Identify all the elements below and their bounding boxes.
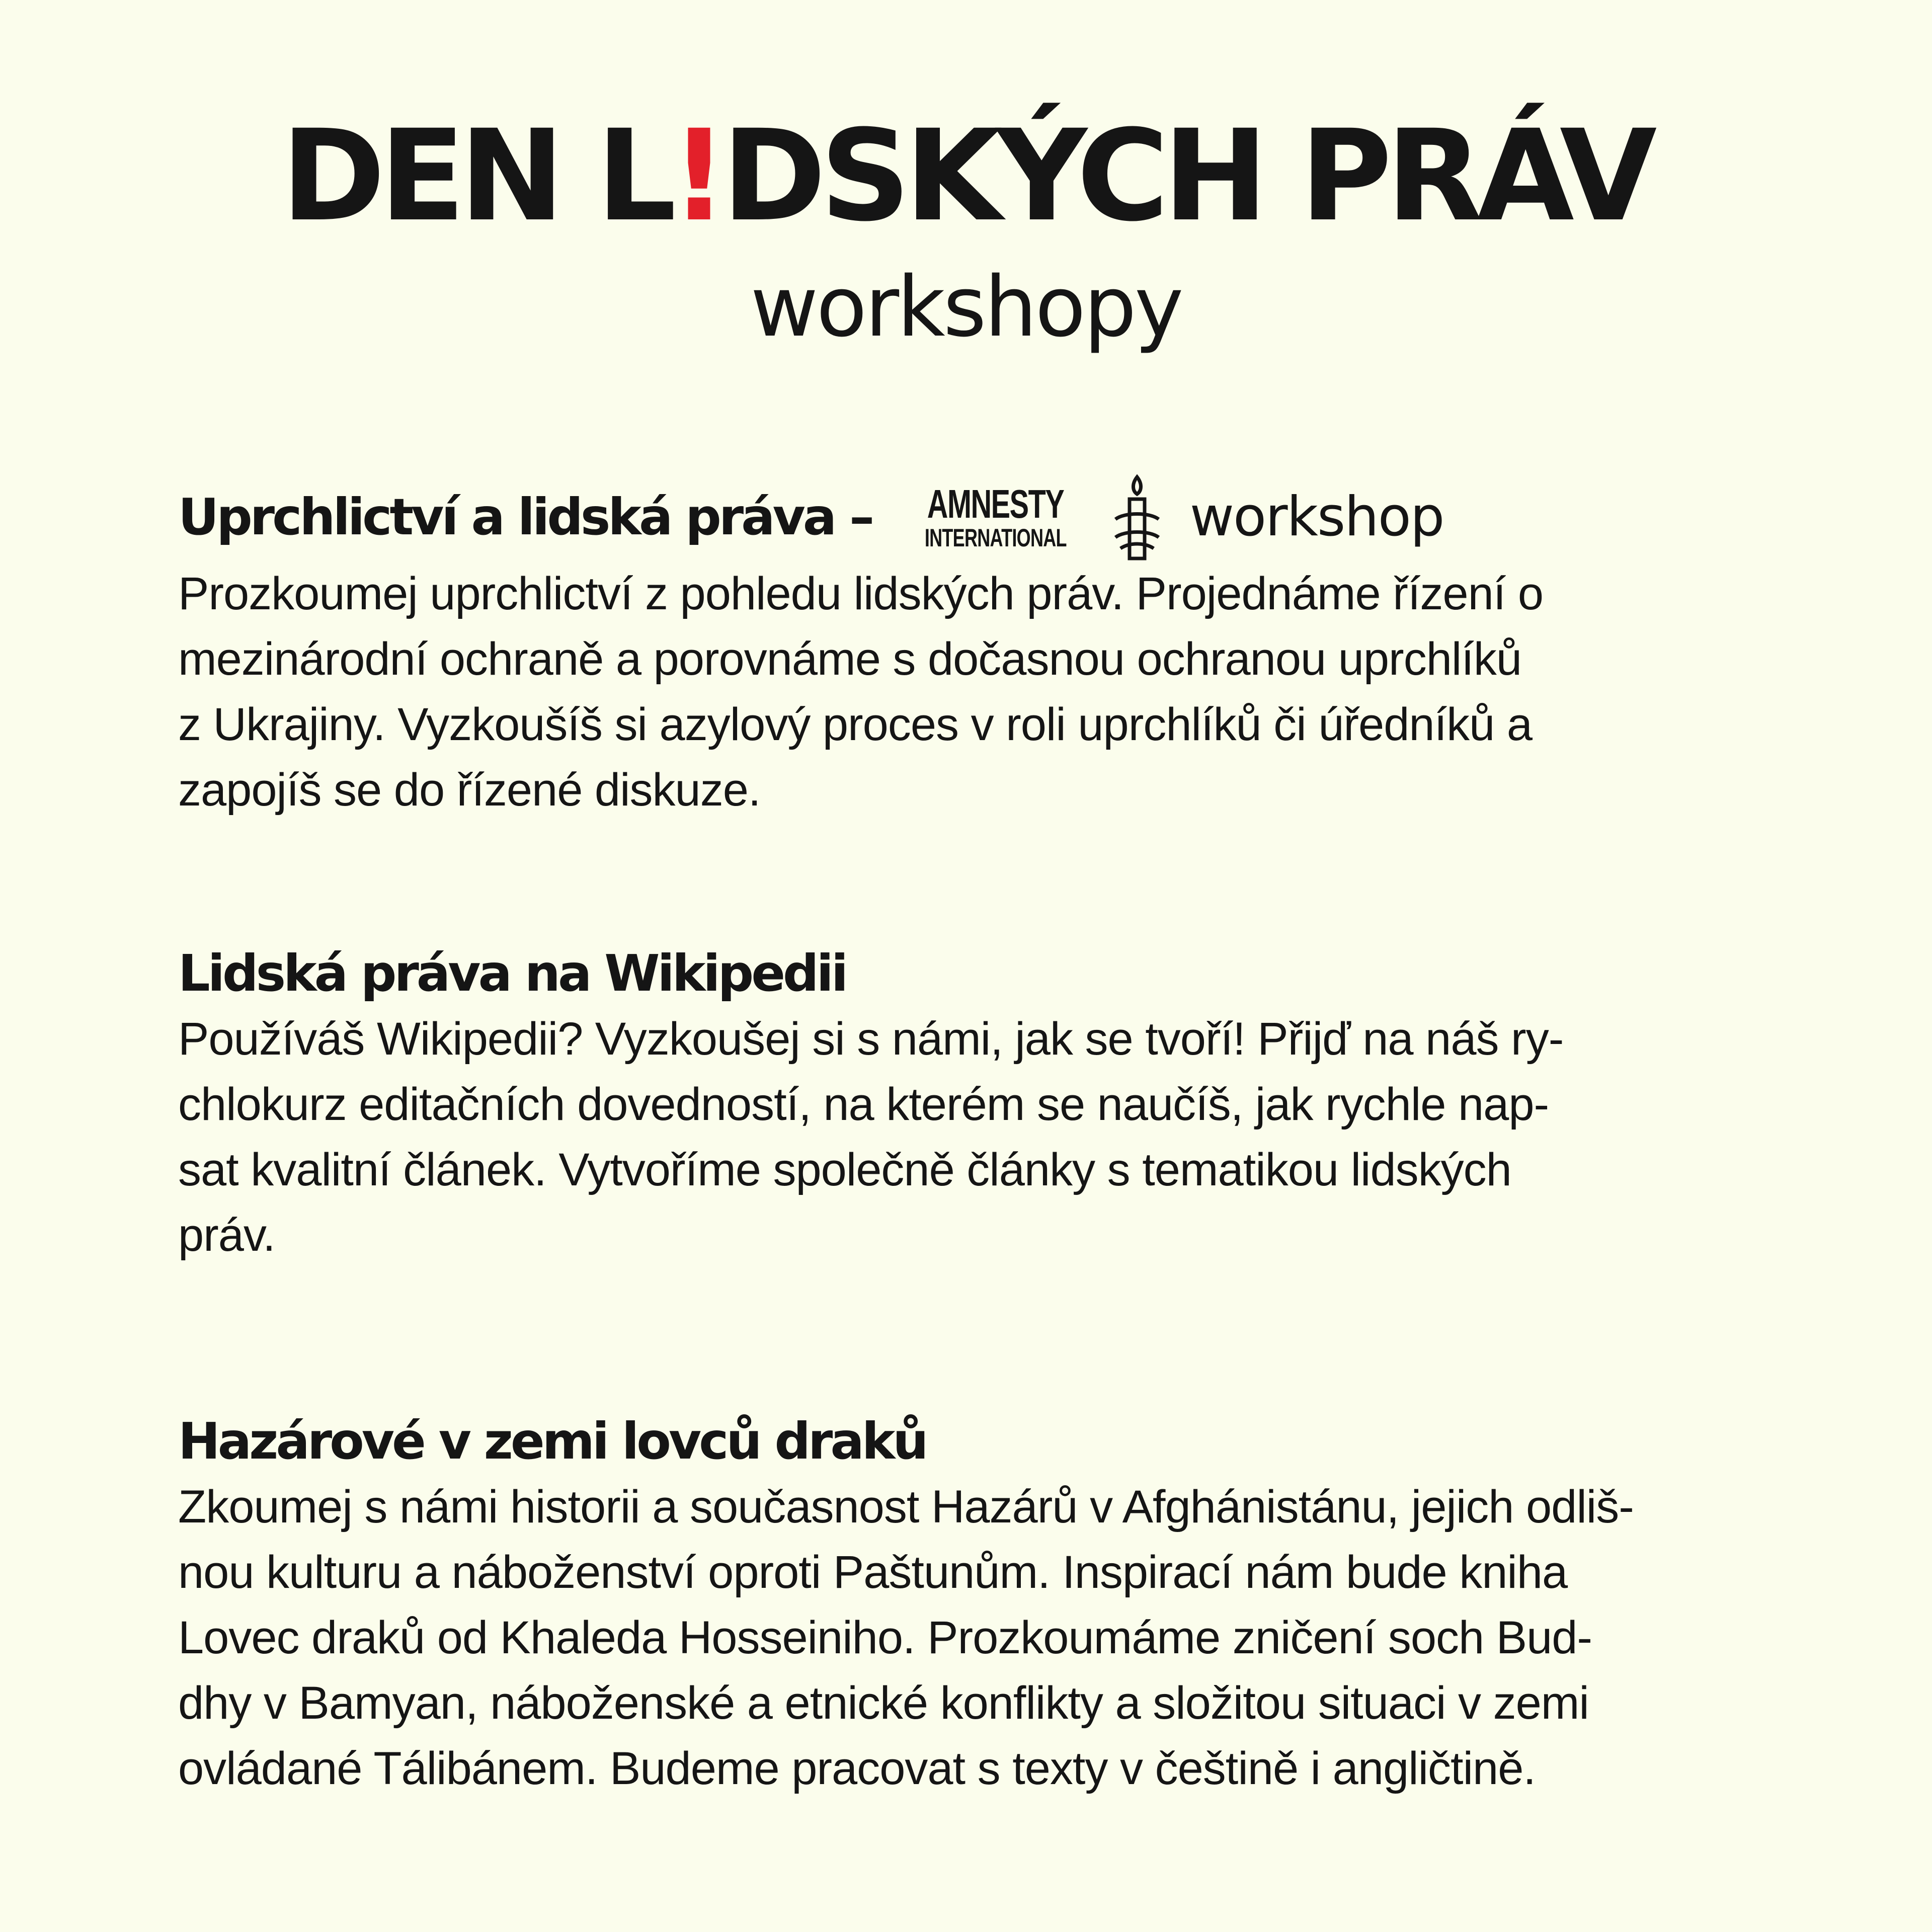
workshop-hazaras-title: Hazárové v zemi lovců draků bbox=[178, 1412, 926, 1471]
description-line: ovládané Tálibánem. Budeme pracovat s texty v češtině i angličtině. bbox=[178, 1743, 1536, 1794]
description-line: Lovec draků od Khaleda Hosseiniho. Prozkoumáme zničení soch Bud- bbox=[178, 1612, 1592, 1663]
workshop-hazaras-description bbox=[178, 1474, 1813, 1801]
description-line: práv. bbox=[178, 1210, 275, 1261]
workshop-tag: workshop bbox=[1189, 485, 1444, 548]
page-title-part-1: DEN L bbox=[281, 103, 671, 249]
amnesty-logo bbox=[897, 481, 1094, 552]
candle-icon bbox=[1109, 473, 1165, 561]
description-line: zapojíš se do řízené diskuze. bbox=[178, 764, 761, 816]
description-line: sat kvalitní článek. Vytvoříme společně články s tematikou lidských bbox=[178, 1144, 1511, 1195]
description-line: Používáš Wikipedii? Vyzkoušej si s námi, jak se tvoří! Přijď na náš ry- bbox=[178, 1013, 1564, 1065]
amnesty-logo-bottom: INTERNATIONAL bbox=[924, 523, 1067, 552]
workshop-refugees bbox=[178, 473, 1813, 823]
description-line: z Ukrajiny. Vyzkoušíš si azylový proces v roli uprchlíků či úředníků a bbox=[178, 699, 1532, 750]
description-line: nou kulturu a náboženství oproti Paštunům. Inspirací nám bude kniha bbox=[178, 1547, 1568, 1598]
description-line: Prozkoumej uprchlictví z pohledu lidských práv. Projednáme řízení o bbox=[178, 568, 1544, 619]
description-line: chlokurz editačních dovedností, na kterém se naučíš, jak rychle nap- bbox=[178, 1079, 1549, 1130]
description-line: dhy v Bamyan, náboženské a etnické konflikty a složitou situaci v zemi bbox=[178, 1677, 1589, 1729]
amnesty-logo-top: AMNESTY bbox=[927, 481, 1064, 526]
header bbox=[0, 103, 1932, 357]
workshop-hazaras bbox=[178, 1409, 1813, 1801]
description-line: Zkoumej s námi historii a současnost Hazárů v Afghánistánu, jejich odliš- bbox=[178, 1481, 1634, 1533]
page-title-part-2: DSKÝCH PRÁV bbox=[721, 103, 1651, 249]
workshop-wikipedia-description bbox=[178, 1006, 1813, 1268]
workshop-wikipedia bbox=[178, 941, 1813, 1268]
page-subtitle: workshopy bbox=[750, 259, 1182, 355]
section-heading: Uprchlictví a lidská práva – bbox=[178, 487, 872, 546]
exclamation-mark: ! bbox=[670, 103, 722, 249]
workshop-refugees-title bbox=[178, 473, 1813, 561]
description-line: mezinárodní ochraně a porovnáme s dočasnou ochranou uprchlíků bbox=[178, 633, 1522, 685]
workshop-refugees-description bbox=[178, 561, 1813, 823]
page-title bbox=[281, 103, 1651, 249]
workshop-wikipedia-title: Lidská práva na Wikipedii bbox=[178, 944, 846, 1003]
